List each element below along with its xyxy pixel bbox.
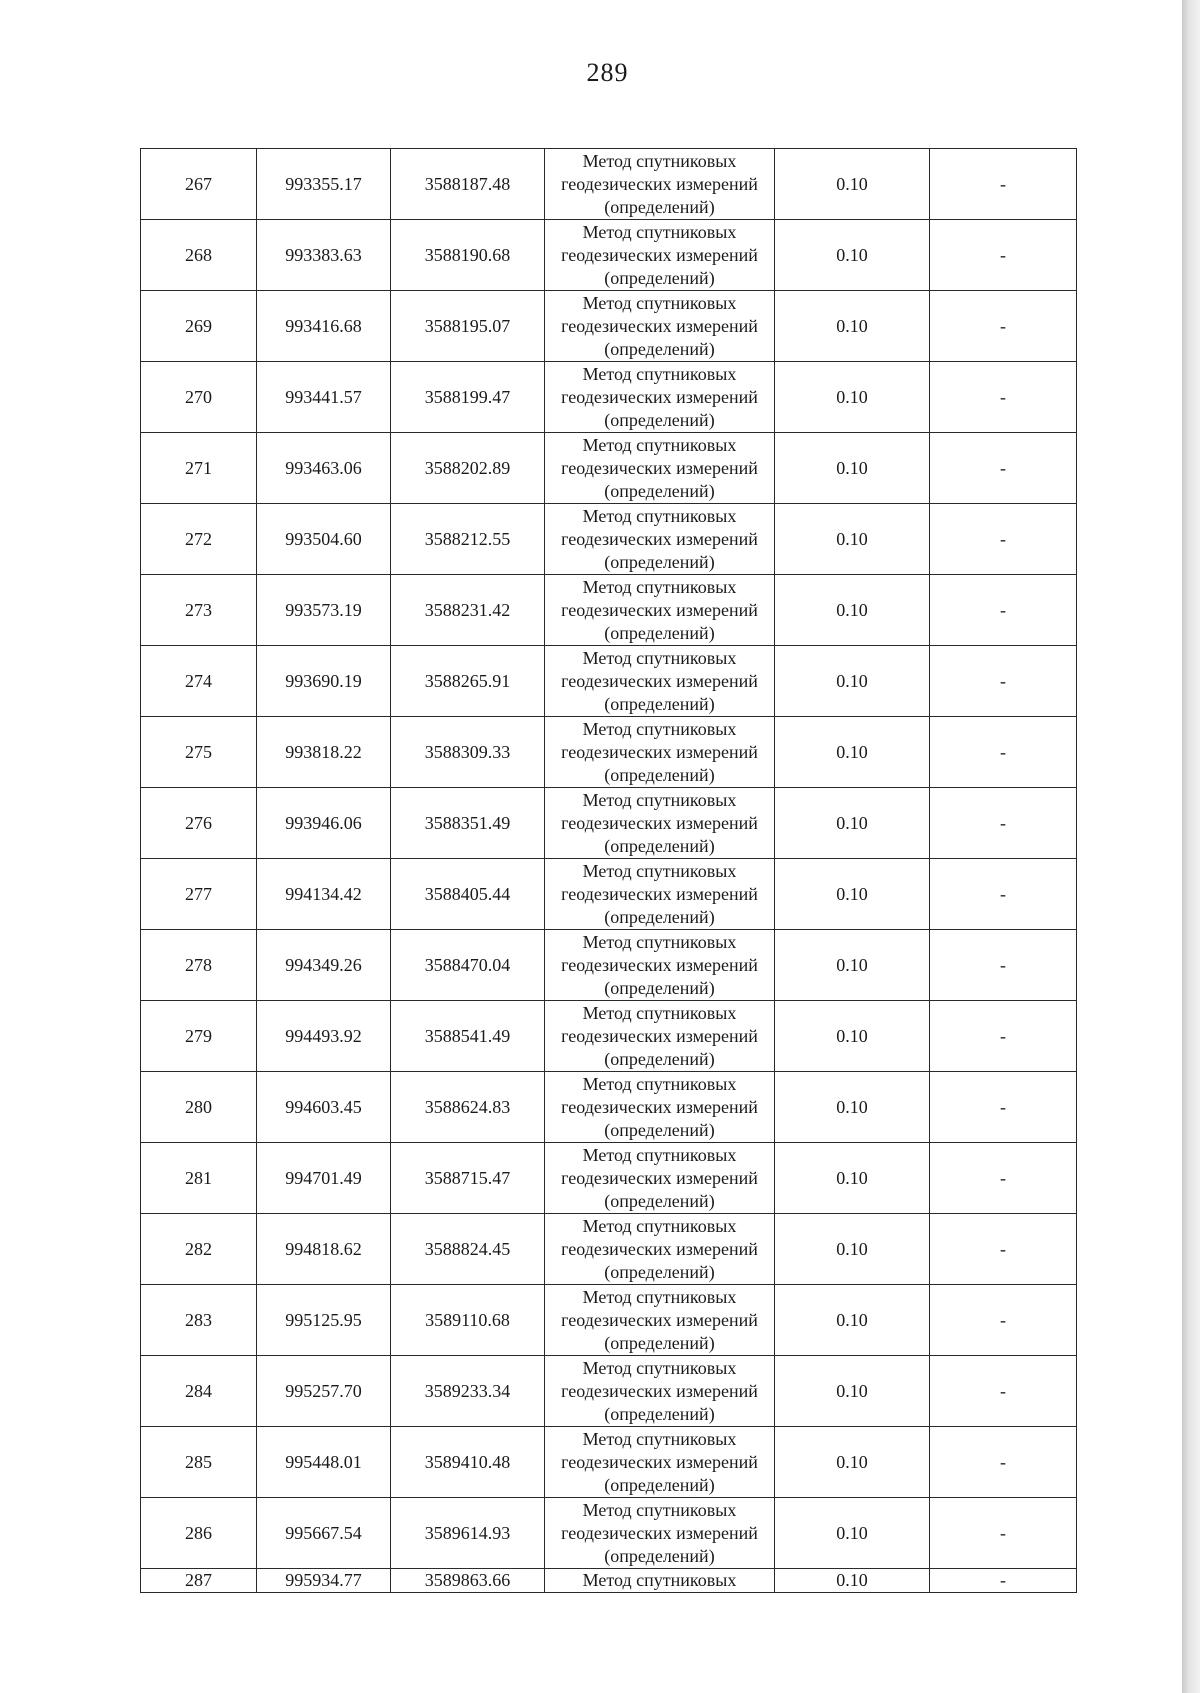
x-coordinate-cell: 993383.63 xyxy=(257,220,391,291)
accuracy-cell: 0.10 xyxy=(775,1285,930,1356)
x-coordinate-cell: 994701.49 xyxy=(257,1143,391,1214)
x-coordinate-cell: 993355.17 xyxy=(257,149,391,220)
table-row xyxy=(141,1143,1077,1214)
y-coordinate-cell: 3588470.04 xyxy=(391,930,545,1001)
point-number-cell: 278 xyxy=(141,930,257,1001)
description-cell: - xyxy=(930,1001,1077,1072)
x-coordinate-cell: 993504.60 xyxy=(257,504,391,575)
page-edge-shadow xyxy=(1182,0,1200,1693)
description-cell: - xyxy=(930,1285,1077,1356)
y-coordinate-cell: 3588195.07 xyxy=(391,291,545,362)
accuracy-cell: 0.10 xyxy=(775,1001,930,1072)
x-coordinate-cell: 995934.77 xyxy=(257,1569,391,1593)
y-coordinate-cell: 3589410.48 xyxy=(391,1427,545,1498)
table-row xyxy=(141,1001,1077,1072)
description-cell: - xyxy=(930,1427,1077,1498)
point-number-cell: 268 xyxy=(141,220,257,291)
x-coordinate-cell: 994603.45 xyxy=(257,1072,391,1143)
table-row xyxy=(141,1356,1077,1427)
method-cell: Метод спутниковых геодезических измерений (определений) xyxy=(545,1356,775,1427)
point-number-cell: 272 xyxy=(141,504,257,575)
point-number-cell: 285 xyxy=(141,1427,257,1498)
table-row xyxy=(141,1285,1077,1356)
table-row xyxy=(141,575,1077,646)
accuracy-cell: 0.10 xyxy=(775,1072,930,1143)
accuracy-cell: 0.10 xyxy=(775,1214,930,1285)
description-cell: - xyxy=(930,1143,1077,1214)
accuracy-cell: 0.10 xyxy=(775,149,930,220)
method-cell: Метод спутниковых геодезических измерений (определений) xyxy=(545,1214,775,1285)
accuracy-cell: 0.10 xyxy=(775,504,930,575)
method-cell: Метод спутниковых геодезических измерений (определений) xyxy=(545,1143,775,1214)
accuracy-cell: 0.10 xyxy=(775,1356,930,1427)
description-cell: - xyxy=(930,1569,1077,1593)
description-cell: - xyxy=(930,291,1077,362)
page-number: 289 xyxy=(586,58,629,87)
x-coordinate-cell: 993946.06 xyxy=(257,788,391,859)
accuracy-cell: 0.10 xyxy=(775,220,930,291)
point-number-cell: 271 xyxy=(141,433,257,504)
point-number-cell: 276 xyxy=(141,788,257,859)
method-cell: Метод спутниковых геодезических измерений (определений) xyxy=(545,291,775,362)
method-cell: Метод спутниковых геодезических измерений (определений) xyxy=(545,1001,775,1072)
method-cell: Метод спутниковых геодезических измерений (определений) xyxy=(545,1285,775,1356)
method-cell: Метод спутниковых xyxy=(545,1569,775,1593)
accuracy-cell: 0.10 xyxy=(775,291,930,362)
y-coordinate-cell: 3589863.66 xyxy=(391,1569,545,1593)
y-coordinate-cell: 3588351.49 xyxy=(391,788,545,859)
y-coordinate-cell: 3589614.93 xyxy=(391,1498,545,1569)
description-cell: - xyxy=(930,575,1077,646)
point-number-cell: 287 xyxy=(141,1569,257,1593)
description-cell: - xyxy=(930,788,1077,859)
x-coordinate-cell: 993690.19 xyxy=(257,646,391,717)
table-row xyxy=(141,717,1077,788)
point-number-cell: 277 xyxy=(141,859,257,930)
y-coordinate-cell: 3588202.89 xyxy=(391,433,545,504)
x-coordinate-cell: 993463.06 xyxy=(257,433,391,504)
table-row xyxy=(141,291,1077,362)
y-coordinate-cell: 3589233.34 xyxy=(391,1356,545,1427)
description-cell: - xyxy=(930,433,1077,504)
table-row xyxy=(141,788,1077,859)
y-coordinate-cell: 3588212.55 xyxy=(391,504,545,575)
x-coordinate-cell: 993818.22 xyxy=(257,717,391,788)
point-number-cell: 286 xyxy=(141,1498,257,1569)
accuracy-cell: 0.10 xyxy=(775,859,930,930)
point-number-cell: 275 xyxy=(141,717,257,788)
method-cell: Метод спутниковых геодезических измерений (определений) xyxy=(545,1498,775,1569)
table-row xyxy=(141,859,1077,930)
table-row xyxy=(141,220,1077,291)
accuracy-cell: 0.10 xyxy=(775,1569,930,1593)
point-number-cell: 279 xyxy=(141,1001,257,1072)
table-row xyxy=(141,1072,1077,1143)
table-row xyxy=(141,930,1077,1001)
table-row xyxy=(141,433,1077,504)
y-coordinate-cell: 3588824.45 xyxy=(391,1214,545,1285)
method-cell: Метод спутниковых геодезических измерений (определений) xyxy=(545,433,775,504)
accuracy-cell: 0.10 xyxy=(775,1427,930,1498)
method-cell: Метод спутниковых геодезических измерений (определений) xyxy=(545,788,775,859)
x-coordinate-cell: 995667.54 xyxy=(257,1498,391,1569)
x-coordinate-cell: 994818.62 xyxy=(257,1214,391,1285)
x-coordinate-cell: 993416.68 xyxy=(257,291,391,362)
description-cell: - xyxy=(930,930,1077,1001)
point-number-cell: 281 xyxy=(141,1143,257,1214)
method-cell: Метод спутниковых геодезических измерений (определений) xyxy=(545,1427,775,1498)
description-cell: - xyxy=(930,1498,1077,1569)
x-coordinate-cell: 994349.26 xyxy=(257,930,391,1001)
method-cell: Метод спутниковых геодезических измерений (определений) xyxy=(545,575,775,646)
x-coordinate-cell: 994134.42 xyxy=(257,859,391,930)
accuracy-cell: 0.10 xyxy=(775,788,930,859)
description-cell: - xyxy=(930,859,1077,930)
description-cell: - xyxy=(930,646,1077,717)
y-coordinate-cell: 3588624.83 xyxy=(391,1072,545,1143)
method-cell: Метод спутниковых геодезических измерений (определений) xyxy=(545,717,775,788)
method-cell: Метод спутниковых геодезических измерений (определений) xyxy=(545,504,775,575)
y-coordinate-cell: 3588309.33 xyxy=(391,717,545,788)
method-cell: Метод спутниковых геодезических измерений (определений) xyxy=(545,859,775,930)
point-number-cell: 282 xyxy=(141,1214,257,1285)
description-cell: - xyxy=(930,1356,1077,1427)
y-coordinate-cell: 3588541.49 xyxy=(391,1001,545,1072)
accuracy-cell: 0.10 xyxy=(775,575,930,646)
table-row xyxy=(141,1427,1077,1498)
accuracy-cell: 0.10 xyxy=(775,1143,930,1214)
description-cell: - xyxy=(930,362,1077,433)
y-coordinate-cell: 3588199.47 xyxy=(391,362,545,433)
method-cell: Метод спутниковых геодезических измерений (определений) xyxy=(545,362,775,433)
description-cell: - xyxy=(930,717,1077,788)
method-cell: Метод спутниковых геодезических измерений (определений) xyxy=(545,149,775,220)
point-number-cell: 280 xyxy=(141,1072,257,1143)
x-coordinate-cell: 993573.19 xyxy=(257,575,391,646)
point-number-cell: 283 xyxy=(141,1285,257,1356)
x-coordinate-cell: 995125.95 xyxy=(257,1285,391,1356)
table-row xyxy=(141,362,1077,433)
y-coordinate-cell: 3588187.48 xyxy=(391,149,545,220)
description-cell: - xyxy=(930,1214,1077,1285)
x-coordinate-cell: 993441.57 xyxy=(257,362,391,433)
point-number-cell: 273 xyxy=(141,575,257,646)
y-coordinate-cell: 3588405.44 xyxy=(391,859,545,930)
coordinates-table xyxy=(140,148,1077,1593)
y-coordinate-cell: 3588190.68 xyxy=(391,220,545,291)
method-cell: Метод спутниковых геодезических измерений (определений) xyxy=(545,220,775,291)
coordinates-table-body xyxy=(141,149,1077,1593)
accuracy-cell: 0.10 xyxy=(775,646,930,717)
y-coordinate-cell: 3588265.91 xyxy=(391,646,545,717)
table-row xyxy=(141,149,1077,220)
method-cell: Метод спутниковых геодезических измерений (определений) xyxy=(545,1072,775,1143)
description-cell: - xyxy=(930,504,1077,575)
x-coordinate-cell: 995257.70 xyxy=(257,1356,391,1427)
y-coordinate-cell: 3589110.68 xyxy=(391,1285,545,1356)
table-row xyxy=(141,1498,1077,1569)
accuracy-cell: 0.10 xyxy=(775,433,930,504)
point-number-cell: 270 xyxy=(141,362,257,433)
x-coordinate-cell: 994493.92 xyxy=(257,1001,391,1072)
point-number-cell: 267 xyxy=(141,149,257,220)
y-coordinate-cell: 3588715.47 xyxy=(391,1143,545,1214)
accuracy-cell: 0.10 xyxy=(775,362,930,433)
table-row xyxy=(141,504,1077,575)
table-row-partial xyxy=(141,1569,1077,1593)
description-cell: - xyxy=(930,1072,1077,1143)
description-cell: - xyxy=(930,220,1077,291)
accuracy-cell: 0.10 xyxy=(775,1498,930,1569)
point-number-cell: 274 xyxy=(141,646,257,717)
description-cell: - xyxy=(930,149,1077,220)
point-number-cell: 284 xyxy=(141,1356,257,1427)
x-coordinate-cell: 995448.01 xyxy=(257,1427,391,1498)
accuracy-cell: 0.10 xyxy=(775,930,930,1001)
method-cell: Метод спутниковых геодезических измерений (определений) xyxy=(545,930,775,1001)
table-row xyxy=(141,646,1077,717)
point-number-cell: 269 xyxy=(141,291,257,362)
y-coordinate-cell: 3588231.42 xyxy=(391,575,545,646)
method-cell: Метод спутниковых геодезических измерений (определений) xyxy=(545,646,775,717)
accuracy-cell: 0.10 xyxy=(775,717,930,788)
table-row xyxy=(141,1214,1077,1285)
